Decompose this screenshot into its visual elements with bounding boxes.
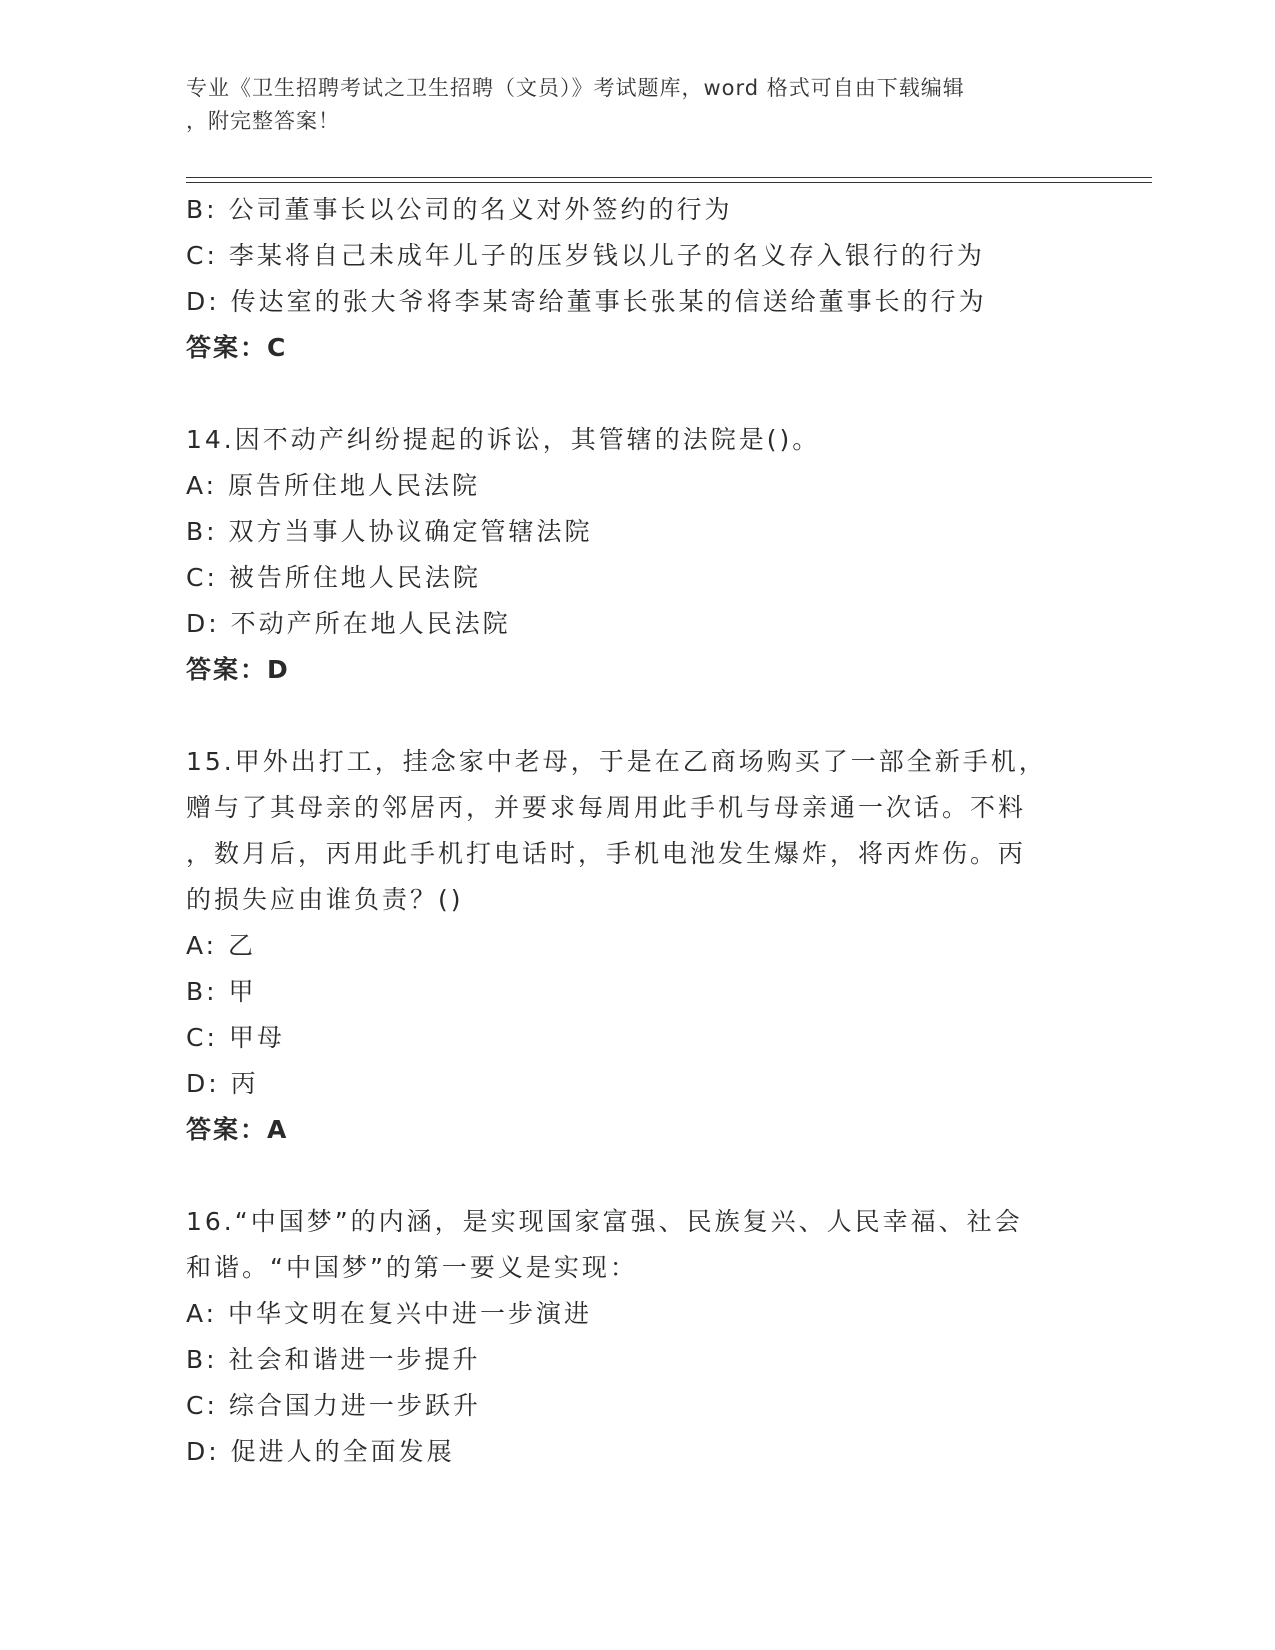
q13-option-b: B: 公司董事长以公司的名义对外签约的行为 [186, 195, 733, 224]
q15-option-b: B: 甲 [186, 977, 257, 1006]
q16-option-d: D: 促进人的全面发展 [186, 1437, 455, 1466]
q16-option-b: B: 社会和谐进一步提升 [186, 1345, 481, 1374]
q15-question-line-4: 的损失应由谁负责？() [186, 885, 464, 914]
q15-answer: 答案：A [186, 1115, 289, 1144]
q15-question-line-3: ，数月后，丙用此手机打电话时，手机电池发生爆炸，将丙炸伤。丙 [186, 839, 1027, 868]
q15-option-d: D: 丙 [186, 1069, 259, 1098]
q16-question-line-2: 和谐。“中国梦”的第一要义是实现： [186, 1253, 638, 1282]
q13-option-d: D: 传达室的张大爷将李某寄给董事长张某的信送给董事长的行为 [186, 287, 987, 316]
q14-option-b: B: 双方当事人协议确定管辖法院 [186, 517, 593, 546]
spacer [186, 1153, 1086, 1199]
q15-option-a: A: 乙 [186, 931, 257, 960]
header-divider-bottom [186, 182, 1152, 183]
header-line-2: ，附完整答案！ [186, 109, 340, 133]
q14-option-d: D: 不动产所在地人民法院 [186, 609, 511, 638]
q15-option-c: C: 甲母 [186, 1023, 285, 1052]
header-line-1: 专业《卫生招聘考试之卫生招聘（文员）》考试题库，word 格式可自由下载编辑 [186, 76, 965, 100]
q15-question-line-2: 赠与了其母亲的邻居丙，并要求每周用此手机与母亲通一次话。不料 [186, 793, 1027, 822]
header-divider-top [186, 177, 1152, 178]
document-header [186, 72, 1066, 138]
spacer [186, 371, 1086, 417]
q13-option-c: C: 李某将自己未成年儿子的压岁钱以儿子的名义存入银行的行为 [186, 241, 985, 270]
q16-option-c: C: 综合国力进一步跃升 [186, 1391, 481, 1420]
q14-answer: 答案：D [186, 655, 290, 684]
question-list [186, 187, 1086, 1475]
q14-option-c: C: 被告所住地人民法院 [186, 563, 481, 592]
q16-option-a: A: 中华文明在复兴中进一步演进 [186, 1299, 593, 1328]
q14-question: 14.因不动产纠纷提起的诉讼，其管辖的法院是()。 [186, 425, 821, 454]
q15-question-line-1: 15.甲外出打工，挂念家中老母，于是在乙商场购买了一部全新手机， [186, 747, 1047, 776]
q14-option-a: A: 原告所住地人民法院 [186, 471, 481, 500]
spacer [186, 693, 1086, 739]
q13-answer: 答案：C [186, 333, 288, 362]
q16-question-line-1: 16.“中国梦”的内涵，是实现国家富强、民族复兴、人民幸福、社会 [186, 1207, 1023, 1236]
